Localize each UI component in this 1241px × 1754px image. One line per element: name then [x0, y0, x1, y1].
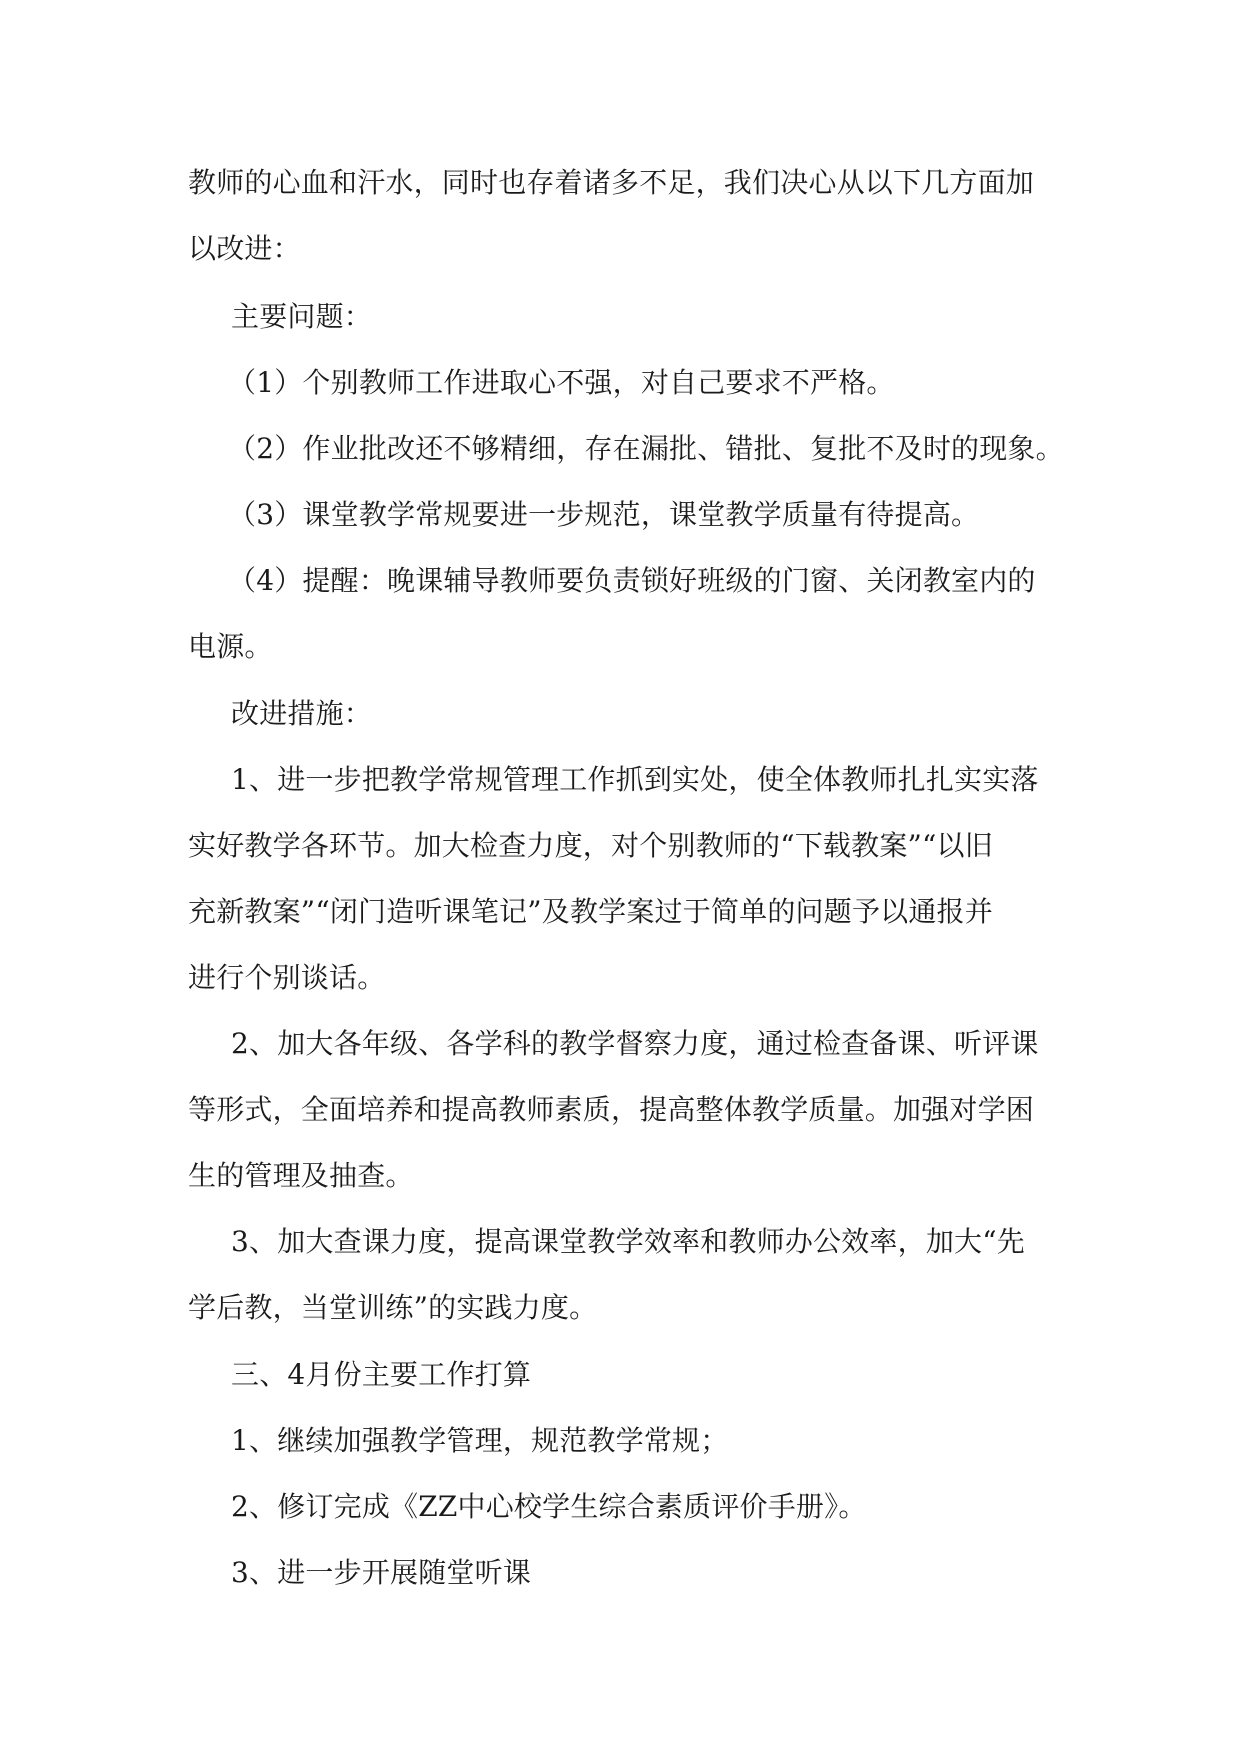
section-heading-measures: 改进措施：	[231, 697, 373, 730]
problem-item-3: （3）课堂教学常规要进一步规范，课堂教学质量有待提高。	[228, 498, 980, 531]
body-text-line: 教师的心血和汗水，同时也存着诸多不足，我们决心从以下几方面加	[188, 166, 1035, 199]
body-text-line: 实好教学各环节。加大检查力度，对个别教师的“下载教案”“以旧	[188, 829, 993, 862]
plan-item-2: 2、修订完成《ZZ中心校学生综合素质评价手册》。	[231, 1490, 867, 1523]
body-text-line: 进行个别谈话。	[188, 961, 386, 994]
plan-item-3: 3、进一步开展随堂听课	[231, 1556, 532, 1589]
body-text-line: 充新教案”“闭门造听课笔记”及教学案过于简单的问题予以通报并	[188, 895, 993, 928]
problem-item-4: （4）提醒：晚课辅导教师要负责锁好班级的门窗、关闭教室内的	[228, 564, 1036, 597]
section-heading-april-plan: 三、4月份主要工作打算	[231, 1358, 532, 1391]
body-text-line: 电源。	[188, 630, 273, 663]
problem-item-2: （2）作业批改还不够精细，存在漏批、错批、复批不及时的现象。	[228, 432, 1064, 465]
problem-item-1: （1）个别教师工作进取心不强，对自己要求不严格。	[228, 366, 895, 399]
body-text-line: 以改进：	[188, 232, 301, 265]
measure-item-2: 2、加大各年级、各学科的教学督察力度，通过检查备课、听评课	[231, 1027, 1039, 1060]
body-text-line: 学后教，当堂训练”的实践力度。	[188, 1291, 598, 1324]
body-text-line: 生的管理及抽查。	[188, 1159, 414, 1192]
body-text-line: 等形式，全面培养和提高教师素质，提高整体教学质量。加强对学困	[188, 1093, 1035, 1126]
measure-item-3: 3、加大查课力度，提高课堂教学效率和教师办公效率，加大“先	[231, 1225, 1025, 1258]
measure-item-1: 1、进一步把教学常规管理工作抓到实处，使全体教师扎扎实实落	[231, 763, 1039, 796]
section-heading-problems: 主要问题：	[231, 300, 373, 333]
plan-item-1: 1、继续加强教学管理，规范教学常规；	[231, 1424, 729, 1457]
